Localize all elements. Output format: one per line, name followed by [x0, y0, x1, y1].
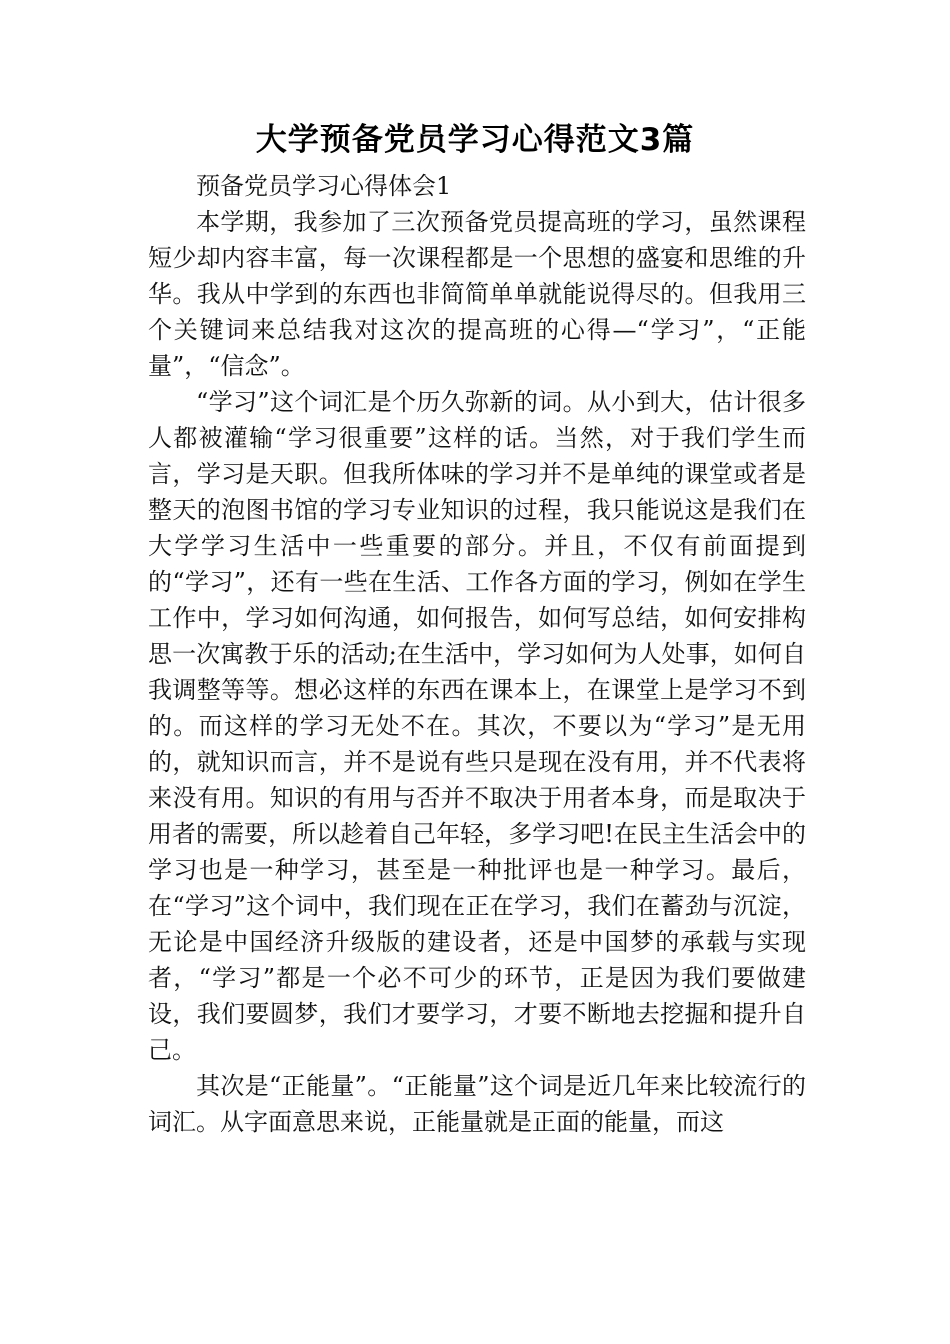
section-heading: 预备党员学习心得体会1: [196, 172, 452, 200]
paragraph-3: 其次是“正能量”。“正能量”这个词是近几年来比较流行的词汇。从字面意思来说，正能量就是正面的能量，而这: [148, 1072, 806, 1136]
paragraph-2: “学习”这个词汇是个历久弥新的词。从小到大，估计很多人都被灌输“学习很重要”这样的话。当然，对于我们学生而言，学习是天职。但我所体味的学习并不是单纯的课堂或者是整天的泡图书馆的学习专业知识的过程，我只能说这是我们在大学学习生活中一些重要的部分。并且，不仅有前面提到的“学习”，还有一些在生活、工作各方面的学习，例如在学生工作中，学习如何沟通，如何报告，如何写总结，如何安排构思一次寓教于乐的活动;在生活中，学习如何为人处事，如何自我调整等等。想必这样的东西在课本上，在课堂上是学习不到的。而这样的学习无处不在。其次，不要以为“学习”是无用的，就知识而言，并不是说有些只是现在没有用，并不代表将来没有用。知识的有用与否并不取决于用者本身，而是取决于用者的需要，所以趁着自己年轻，多学习吧!在民主生活会中的学习也是一种学习，甚至是一种批评也是一种学习。最后，在“学习”这个词中，我们现在正在学习，我们在蓄劲与沉淀，无论是中国经济升级版的建设者，还是中国梦的承载与实现者，“学习”都是一个必不可少的环节，正是因为我们要做建设，我们要圆梦，我们才要学习，才要不断地去挖掘和提升自己。: [148, 388, 806, 1064]
paragraph-1: 本学期，我参加了三次预备党员提高班的学习，虽然课程短少却内容丰富，每一次课程都是一个思想的盛宴和思维的升华。我从中学到的东西也非简简单单就能说得尽的。但我用三个关键词来总结我对这次的提高班的心得—“学习”，“正能量”，“信念”。: [148, 208, 806, 380]
document-body: [148, 168, 806, 1140]
document-title: 大学预备党员学习心得范文3篇: [255, 122, 695, 158]
